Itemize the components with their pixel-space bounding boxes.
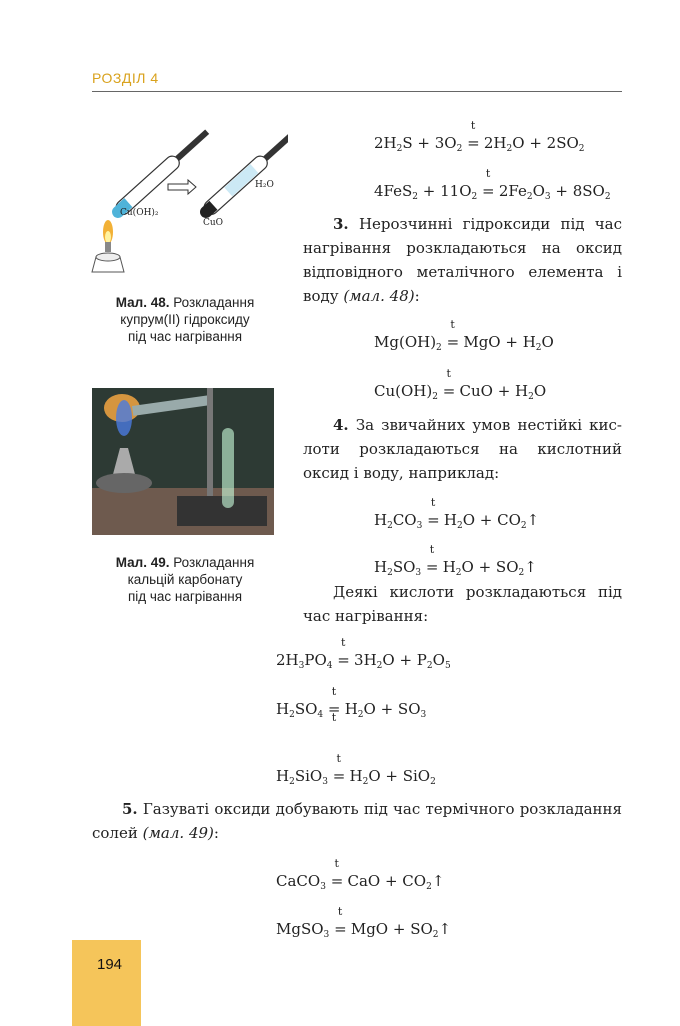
label-h2o: H₂O (255, 180, 274, 190)
paragraph-some-acids: Деякі кислоти розкладаються під час нагрівання: (303, 583, 622, 625)
figure-49-photo (92, 388, 274, 535)
spirit-lamp (92, 220, 124, 272)
paragraph-3: 3. Нерозчинні гідроксиди під час нагрівання розкладаються на оксид відповідного металічного елемента і воду (мал. 48): (303, 215, 622, 305)
right-test-tube (197, 127, 288, 222)
page-number-tab (72, 940, 141, 1026)
equation-mgoh2: $Mg(OH)_2$ t = MgO + $H_2O$ (374, 332, 554, 358)
left-test-tube (109, 127, 212, 222)
equation-h3po4: $2H_3PO_4$ $t = 3H_2O + P_2O_5$ (276, 650, 451, 676)
equation-mgso3: MgSO$_3$ t = MgO + $SO_2↑$ (276, 919, 451, 945)
page-number: 194 (97, 956, 123, 973)
label-cuo: CuO (203, 218, 224, 228)
equation-h2co3: $H_2CO_3$ $t = H_2O$ + $CO_2↑$ (374, 510, 539, 536)
paragraph-4: 4. За звичайних умов нестійкі кислоти розкладаються на кислотний оксид і воду, наприклад: (303, 416, 622, 482)
label-cu-oh2: Cu(OH)₂ (120, 208, 159, 218)
equation-h2s: $2H_2S + 3O_2$ $t = 2H_2O + 2SO_2$ (374, 133, 585, 159)
equation-h2so3: $H_2SO_3$ $t = H_2O$ + $SO_2↑$ (374, 557, 537, 583)
figure-48-drawing (88, 112, 288, 287)
header-rule (92, 91, 622, 92)
equation-fes2: $4FeS_2 + 11O_2$ $t = 2Fe_2O_3 + 8SO_2$ (374, 181, 611, 207)
equation-h2so4: $H_2SO_4$ t = t $H_2O + SO_3$ (276, 699, 426, 725)
section-header: РОЗДІЛ 4 (92, 70, 159, 86)
equation-caco3: CaCO$_3$ t = CaO + $CO_2↑$ (276, 871, 444, 897)
figure-49-caption: Мал. 49. Розкладання кальцій карбонату під час нагрівання (115, 555, 255, 604)
paragraph-5: 5. Газуваті оксиди добувають під час термічного розкладання солей (мал. 49): (92, 800, 622, 842)
figure-48-caption: Мал. 48. Розкладання купрум(II) гідроксиду під час нагрівання (115, 295, 255, 344)
equation-cuoh2: $Cu(OH)_2$ t = CuO + $H_2O$ (374, 381, 546, 407)
reaction-arrow (168, 180, 196, 194)
equation-h2sio3: $H_2SiO_3$ $t = H_2O + SiO_2$ (276, 766, 436, 792)
